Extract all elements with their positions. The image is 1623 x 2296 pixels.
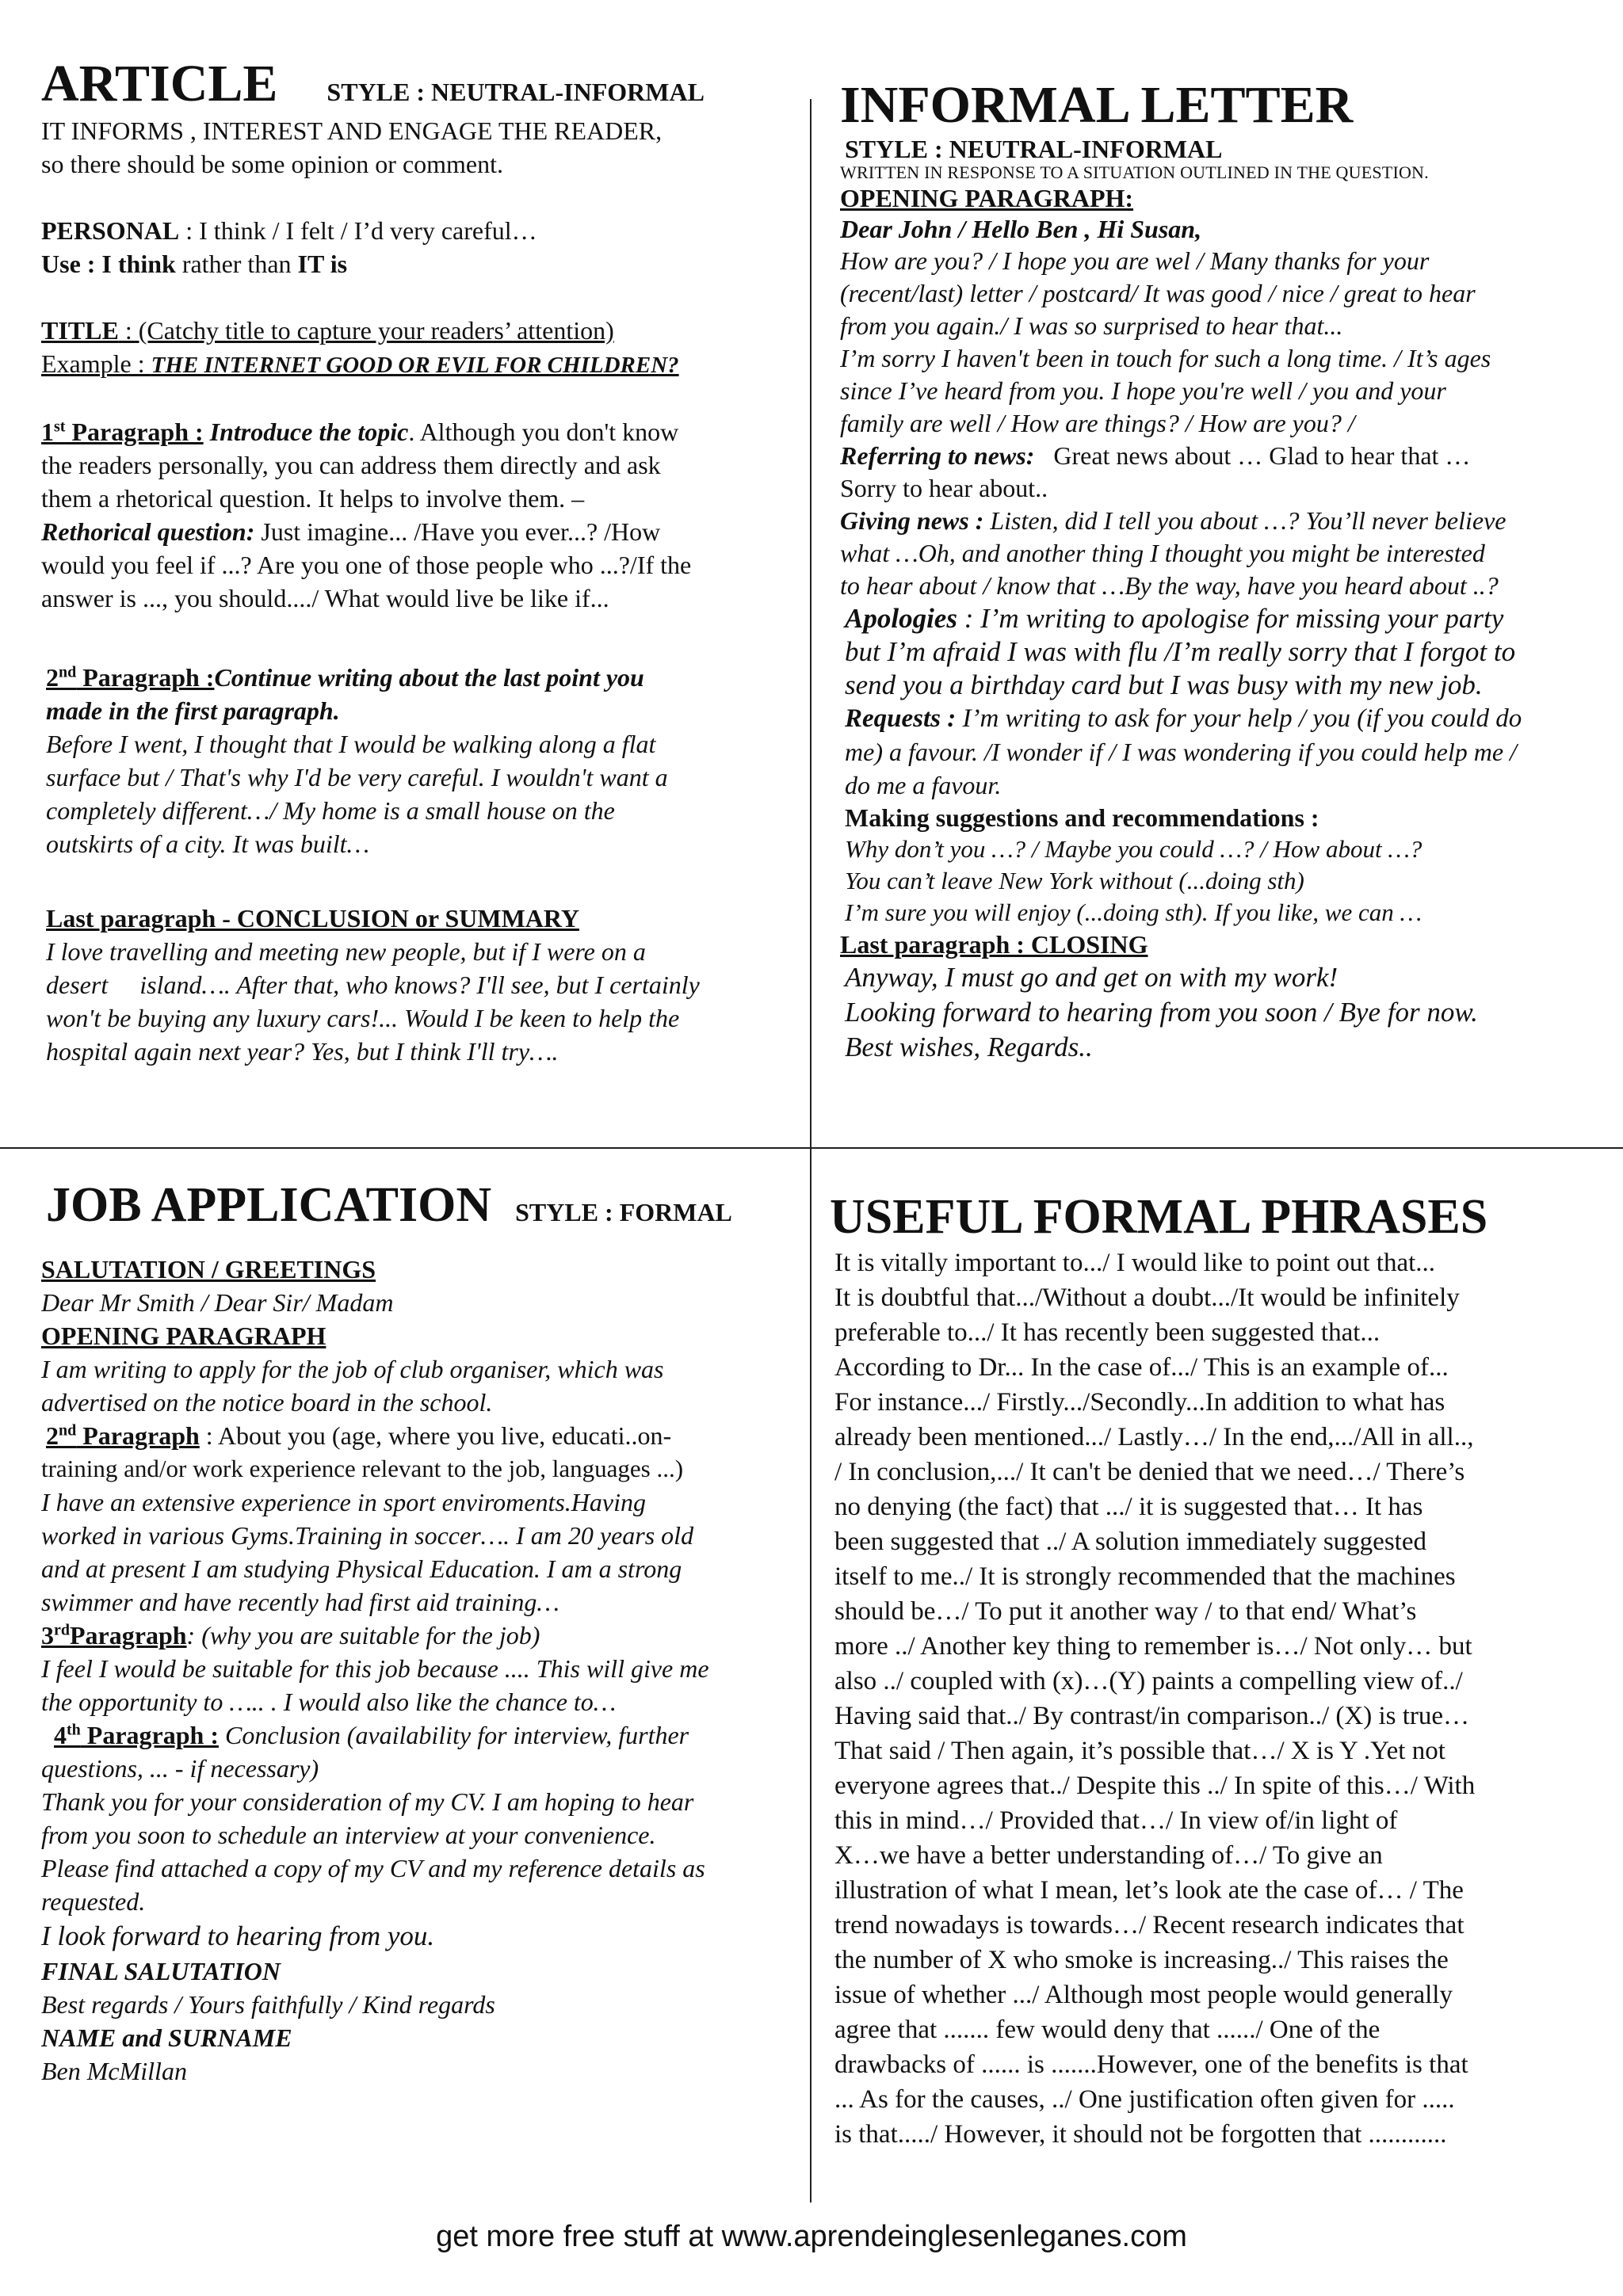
letter-opening-line: I’m sorry I haven't been in touch for such a long time. / It’s ages: [840, 344, 1491, 372]
title-text: : (Catchy title to capture your readers’ attention): [118, 316, 614, 345]
letter-news: [840, 440, 1601, 472]
job-p3-text: : (why you are suitable for the job): [186, 1621, 540, 1650]
phrase-line: should be…/ To put it another way / to that end/ What’s: [834, 1597, 1417, 1626]
phrase-line: That said / Then again, it’s possible that…/ X is Y .Yet not: [834, 1737, 1445, 1765]
job-p3-line: I feel I would be suitable for this job because .... This will give me: [41, 1654, 709, 1683]
job-p3-num: 3: [41, 1621, 54, 1650]
phrase-line: For instance.../ Firstly.../Secondly...In addition to what has: [834, 1388, 1445, 1417]
article-title-line: [41, 314, 792, 347]
article-last-line: desert island…. After that, who knows? I'll see, but I certainly: [46, 971, 700, 999]
greeting: Dear John / Hello Ben , Hi Susan,: [840, 215, 1202, 243]
letter-requests-2: me) a favour. /I wonder if / I was wondering if you could help me /: [845, 738, 1517, 766]
job-p4-sup: th: [67, 1721, 81, 1739]
job-forward: I look forward to hearing from you.: [41, 1920, 435, 1951]
job-style: STYLE : FORMAL: [515, 1198, 732, 1226]
phrase-line: illustration of what I mean, let’s look ate the case of… / The: [834, 1876, 1464, 1905]
article-rq-1: [41, 515, 792, 548]
phrase-line: trend nowadays is towards…/ Recent research indicates that: [834, 1911, 1465, 1939]
vertical-divider-bottom: [810, 1149, 812, 2203]
letter-opening-label: [840, 183, 1601, 213]
article-last-line: I love travelling and meeting new people, but if I were on a: [46, 937, 646, 966]
article-section: [41, 54, 792, 1076]
letter-apologies-3: send you a birthday card but I was busy with my new job.: [845, 669, 1483, 700]
letter-style: STYLE : NEUTRAL-INFORMAL: [845, 135, 1223, 163]
informal-letter-section: [840, 75, 1601, 1105]
letter-suggestion: Why don’t you …? / Maybe you could …? / How about …?: [845, 835, 1423, 863]
spacer: [41, 181, 792, 214]
rq-label: Rethorical question:: [41, 517, 255, 546]
job-p2-text-2: training and/or work experience relevant to the job, languages ...): [41, 1455, 684, 1482]
letter-giving-3: to hear about / know that …By the way, have you heard about ..?: [840, 571, 1499, 600]
news-1: Great news about … Glad to hear that …: [1034, 441, 1471, 470]
letter-indented: [840, 602, 1601, 929]
letter-giving-2: what …Oh, and another thing I thought you might be interested: [840, 539, 1485, 567]
article-p1-line3: them a rhetorical question. It helps to involve them. –: [41, 484, 585, 513]
phrase-line: already been mentioned.../ Lastly…/ In the end,.../All in all..,: [834, 1423, 1474, 1451]
job-p3-sup: rd: [54, 1621, 70, 1639]
job-p2-line: and at present I am studying Physical Education. I am a strong: [41, 1554, 682, 1583]
phrase-line: preferable to.../ It has recently been suggested that...: [834, 1318, 1381, 1347]
article-p1-line2: the readers personally, you can address them directly and ask: [41, 451, 661, 479]
job-salutation-text: Dear Mr Smith / Dear Sir/ Madam: [41, 1288, 394, 1317]
letter-requests-3: do me a favour.: [845, 771, 1002, 799]
phrase-line: the number of X who smoke is increasing../ This raises the: [834, 1946, 1449, 1974]
phrase-line: X…we have a better understanding of…/ To give an: [834, 1841, 1383, 1870]
job-p2-heading: [41, 1419, 792, 1452]
horizontal-divider: [0, 1147, 1623, 1149]
req-1: I’m writing to ask for your help / you (if you could do: [956, 704, 1522, 733]
personal-label: PERSONAL: [41, 216, 180, 245]
letter-opening-line: family are well / How are things? / How are you? /: [840, 409, 1355, 437]
useful-phrases-section: [828, 1188, 1589, 2163]
p1-topic: Introduce the topic: [203, 418, 409, 446]
phrase-line: agree that ....... few would deny that ....../ One of the: [834, 2016, 1381, 2044]
job-opening-label: [41, 1319, 792, 1352]
spacer: [41, 280, 792, 314]
job-header: [41, 1177, 792, 1234]
article-intro-1: IT INFORMS , INTEREST AND ENGAGE THE READER,: [41, 116, 663, 145]
use-label: Use : I think: [41, 250, 176, 278]
letter-requests: [845, 702, 1601, 735]
apol-1: : I’m writing to apologise for missing your party: [957, 603, 1504, 634]
example-label: Example :: [41, 349, 151, 378]
job-p2-num: 2: [46, 1421, 59, 1450]
job-application-section: [41, 1177, 792, 2199]
final-label: FINAL SALUTATION: [41, 1957, 281, 1985]
letter-closing-label: [840, 929, 1601, 960]
job-final-text: Best regards / Yours faithfully / Kind regards: [41, 1990, 495, 2019]
title-label: TITLE: [41, 316, 119, 345]
p1-num: 1: [41, 418, 54, 446]
phrase-line: more ../ Another key thing to remember is…/ Not only… but: [834, 1632, 1472, 1661]
news-label: Referring to news:: [840, 441, 1035, 470]
job-p3-line: the opportunity to ….. . I would also like the chance to…: [41, 1688, 617, 1716]
p1-sup: st: [54, 418, 66, 436]
letter-suggestion: You can’t leave New York without (...doing sth): [845, 867, 1304, 894]
use-end: IT is: [297, 250, 348, 278]
vertical-divider-top: [810, 99, 812, 1147]
p2-sup: nd: [59, 663, 77, 681]
letter-news-2: Sorry to hear about..: [840, 474, 1048, 502]
article-personal: [41, 214, 792, 247]
p1-line1: . Although you don't know: [408, 418, 679, 446]
last-label: Last paragraph - CONCLUSION or SUMMARY: [46, 904, 579, 933]
job-p4-heading: [41, 1718, 792, 1752]
footer-link[interactable]: get more free stuff at www.aprendeinglesenleganes.com: [436, 2220, 1187, 2253]
job-opening-1: I am writing to apply for the job of club organiser, which was: [41, 1355, 664, 1383]
rq-1: Just imagine... /Have you ever...? /How: [254, 517, 661, 546]
letter-closing-line: Anyway, I must go and get on with my work!: [845, 962, 1338, 993]
p2-title-2: made in the first paragraph.: [46, 696, 340, 725]
job-p3-label: Paragraph: [70, 1621, 187, 1650]
job-opening-2: advertised on the notice board in the school.: [41, 1388, 493, 1417]
phrase-line: this in mind…/ Provided that…/ In view of/in light of: [834, 1806, 1398, 1835]
letter-title: INFORMAL LETTER: [840, 76, 1354, 134]
phrase-line: It is vitally important to.../ I would like to point out that...: [834, 1249, 1436, 1277]
spacer: [41, 1234, 792, 1253]
job-p2-line: swimmer and have recently had first aid training…: [41, 1588, 559, 1616]
job-final-label: [41, 1955, 792, 1988]
phrase-line: issue of whether .../ Although most people would generally: [834, 1981, 1453, 2009]
article-example: [41, 347, 792, 382]
job-p4-label: Paragraph :: [80, 1721, 219, 1749]
letter-suggestions-label: [845, 802, 1601, 833]
phrase-line: / In conclusion,.../ It can't be denied that we need…/ There’s: [834, 1458, 1465, 1486]
phrases-title: USEFUL FORMAL PHRASES: [830, 1190, 1488, 1244]
article-p2-line: Before I went, I thought that I would be walking along a flat: [46, 730, 656, 758]
phrase-line: no denying (the fact) that .../ it is suggested that… It has: [834, 1493, 1423, 1521]
phrase-line: ... As for the causes, ../ One justification often given for .....: [834, 2085, 1455, 2114]
job-name-text: Ben McMillan: [41, 2057, 187, 2085]
article-style: STYLE : NEUTRAL-INFORMAL: [327, 78, 705, 106]
article-p2-title-2: [46, 694, 792, 727]
article-p1-heading: [41, 415, 792, 448]
article-rq-2: would you feel if ...? Are you one of those people who ...?/If the: [41, 551, 692, 579]
job-p4-line: from you soon to schedule an interview at your convenience.: [41, 1821, 656, 1849]
apol-label: Apologies: [845, 603, 957, 634]
phrases-body: [828, 1245, 1589, 2152]
article-last-line: won't be buying any luxury cars!... Would I be keen to help the: [46, 1004, 680, 1032]
giving-label: Giving news :: [840, 506, 984, 535]
job-p3-heading: [41, 1619, 792, 1652]
job-name-label: [41, 2021, 792, 2054]
phrase-line: is that...../ However, it should not be forgotten that ............: [834, 2120, 1447, 2149]
closing-label: Last paragraph : CLOSING: [840, 930, 1148, 959]
letter-opening-line: since I’ve heard from you. I hope you're well / you and your: [840, 376, 1446, 405]
article-intro-2: so there should be some opinion or comment.: [41, 150, 504, 178]
job-p2-line: worked in various Gyms.Training in soccer…. I am 20 years old: [41, 1521, 694, 1550]
job-p4-text-1: Conclusion (availability for interview, further: [219, 1721, 689, 1749]
letter-apologies: [845, 602, 1601, 635]
phrase-line: everyone agrees that../ Despite this ../ In spite of this…/ With: [834, 1772, 1476, 1800]
article-rq-3: answer is ..., you should..../ What would live be like if...: [41, 584, 609, 612]
job-title: JOB APPLICATION: [46, 1178, 492, 1232]
job-opening-heading: OPENING PARAGRAPH: [41, 1322, 327, 1350]
article-header: [41, 54, 792, 114]
article-p2-heading: [46, 661, 792, 694]
salutation-label: SALUTATION / GREETINGS: [41, 1255, 376, 1283]
spacer: [41, 615, 792, 661]
job-p2-label: Paragraph: [76, 1421, 200, 1450]
job-p4-line: Please find attached a copy of my CV and my reference details as: [41, 1854, 705, 1882]
letter-suggestion: I’m sure you will enjoy (...doing sth). If you like, we can …: [845, 898, 1423, 926]
article-title: ARTICLE: [41, 55, 278, 113]
use-mid: rather than: [175, 250, 298, 278]
phrase-line: also ../ coupled with (x)…(Y) paints a compelling view of../: [834, 1667, 1463, 1695]
letter-note: WRITTEN IN RESPONSE TO A SITUATION OUTLINED IN THE QUESTION.: [840, 162, 1429, 182]
spacer: [41, 382, 792, 415]
p1-label: Paragraph :: [65, 418, 204, 446]
phrase-line: drawbacks of ...... is .......However, one of the benefits is that: [834, 2050, 1468, 2079]
job-p2-line: I have an extensive experience in sport enviroments.Having: [41, 1488, 646, 1516]
article-use: [41, 247, 792, 280]
personal-text: : I think / I felt / I’d very careful…: [179, 216, 537, 245]
p2-title-1: Continue writing about the last point you: [214, 663, 644, 692]
spacer: [46, 860, 792, 902]
job-p4-num: 4: [54, 1721, 67, 1749]
opening-label: OPENING PARAGRAPH:: [840, 184, 1134, 212]
letter-opening-line: from you again./ I was so surprised to hear that...: [840, 311, 1343, 340]
letter-greeting: [840, 213, 1601, 245]
article-p2-line: surface but / That's why I'd be very careful. I wouldn't want a: [46, 763, 668, 791]
letter-opening-line: How are you? / I hope you are wel / Many thanks for your: [840, 246, 1430, 275]
letter-closing-line: Best wishes, Regards..: [845, 1032, 1093, 1062]
req-label: Requests :: [845, 704, 957, 733]
p2-label: Paragraph :: [76, 663, 215, 692]
job-p4-line: Thank you for your consideration of my CV. I am hoping to hear: [41, 1787, 694, 1816]
job-p4-line: requested.: [41, 1887, 146, 1916]
phrase-line: itself to me../ It is strongly recommended that the machines: [834, 1562, 1456, 1591]
article-p2-line: outskirts of a city. It was built…: [46, 830, 370, 858]
example-text: THE INTERNET GOOD OR EVIL FOR CHILDREN?: [151, 353, 679, 378]
article-p2-line: completely different…/ My home is a small house on the: [46, 796, 615, 825]
phrase-line: been suggested that ../ A solution immediately suggested: [834, 1527, 1426, 1556]
giving-1: Listen, did I tell you about …? You’ll never believe: [983, 506, 1507, 535]
job-salutation-label: [41, 1253, 792, 1286]
job-p2-text-1: : About you (age, where you live, educati..on-: [199, 1421, 672, 1450]
letter-opening-line: (recent/last) letter / postcard/ It was good / nice / great to hear: [840, 279, 1476, 307]
job-p4-text-2: questions, ... - if necessary): [41, 1754, 319, 1783]
phrase-line: According to Dr... In the case of.../ This is an example of...: [834, 1353, 1449, 1382]
letter-giving: [840, 505, 1601, 537]
name-label: NAME and SURNAME: [41, 2023, 292, 2052]
phrase-line: Having said that../ By contrast/in comparison../ (X) is true…: [834, 1702, 1470, 1730]
letter-apologies-2: but I’m afraid I was with flu /I’m really sorry that I forgot to: [845, 636, 1516, 667]
article-last-heading: [46, 902, 792, 935]
article-last-line: hospital again next year? Yes, but I think I'll try….: [46, 1037, 559, 1066]
phrase-line: It is doubtful that.../Without a doubt.../It would be infinitely: [834, 1283, 1460, 1312]
job-p2-sup: nd: [59, 1421, 77, 1440]
p2-num: 2: [46, 663, 59, 692]
article-p2: [41, 661, 792, 1068]
sugg-label: Making suggestions and recommendations :: [845, 803, 1319, 832]
letter-closing-line: Looking forward to hearing from you soon / Bye for now.: [845, 997, 1478, 1028]
